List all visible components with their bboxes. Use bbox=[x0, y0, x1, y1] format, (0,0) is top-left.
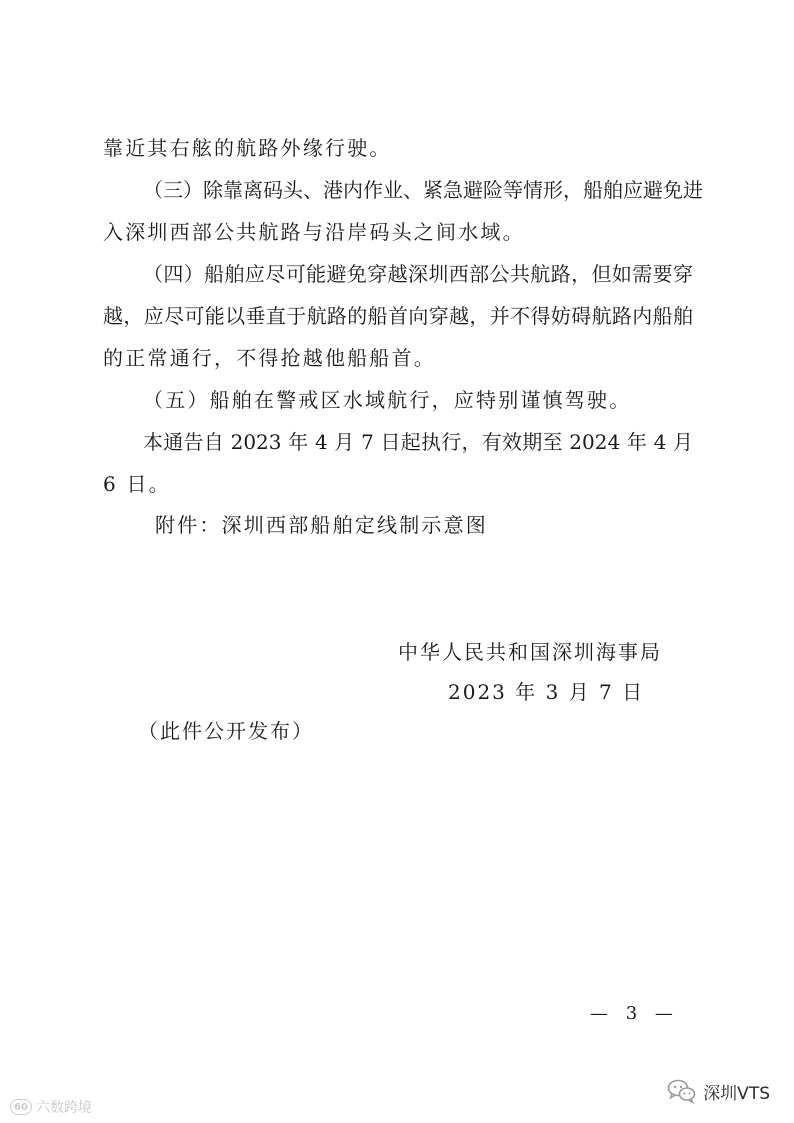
issue-date: 2023 年 3 月 7 日 bbox=[448, 680, 645, 704]
page-number: — 3 — bbox=[590, 1003, 679, 1024]
body-line-8: 本通告自 2023 年 4 月 7 日起执行，有效期至 2024 年 4 月 bbox=[143, 430, 693, 454]
body-line-1: 靠近其右舷的航路外缘行驶。 bbox=[103, 136, 392, 160]
watermark-right-text: 深圳VTS bbox=[703, 1083, 770, 1104]
watermark-right bbox=[667, 1076, 770, 1106]
body-line-7: （五）船舶在警戒区水域航行，应特别谨慎驾驶。 bbox=[143, 388, 632, 412]
attachment-line: 附件：深圳西部船舶定线制示意图 bbox=[155, 513, 488, 537]
body-line-4: （四）船舶应尽可能避免穿越深圳西部公共航路，但如需要穿 bbox=[143, 262, 693, 286]
body-line-6: 的正常通行，不得抢越他船船首。 bbox=[103, 346, 436, 370]
issuer-name: 中华人民共和国深圳海事局 bbox=[398, 640, 662, 664]
wechat-icon bbox=[667, 1078, 697, 1104]
body-line-3: 入深圳西部公共航路与沿岸码头之间水域。 bbox=[103, 220, 525, 244]
publication-note: （此件公开发布） bbox=[138, 719, 314, 743]
body-line-9: 6 日。 bbox=[103, 472, 171, 496]
body-line-2: （三）除靠离码头、港内作业、紧急避险等情形，船舶应避免进 bbox=[143, 178, 703, 202]
watermark-left bbox=[10, 1096, 92, 1118]
body-line-5: 越，应尽可能以垂直于航路的船首向穿越，并不得妨碍航路内船舶 bbox=[103, 304, 693, 328]
brand-logo-icon: 60 bbox=[10, 1099, 32, 1115]
watermark-left-text: 六数跨境 bbox=[36, 1100, 92, 1116]
